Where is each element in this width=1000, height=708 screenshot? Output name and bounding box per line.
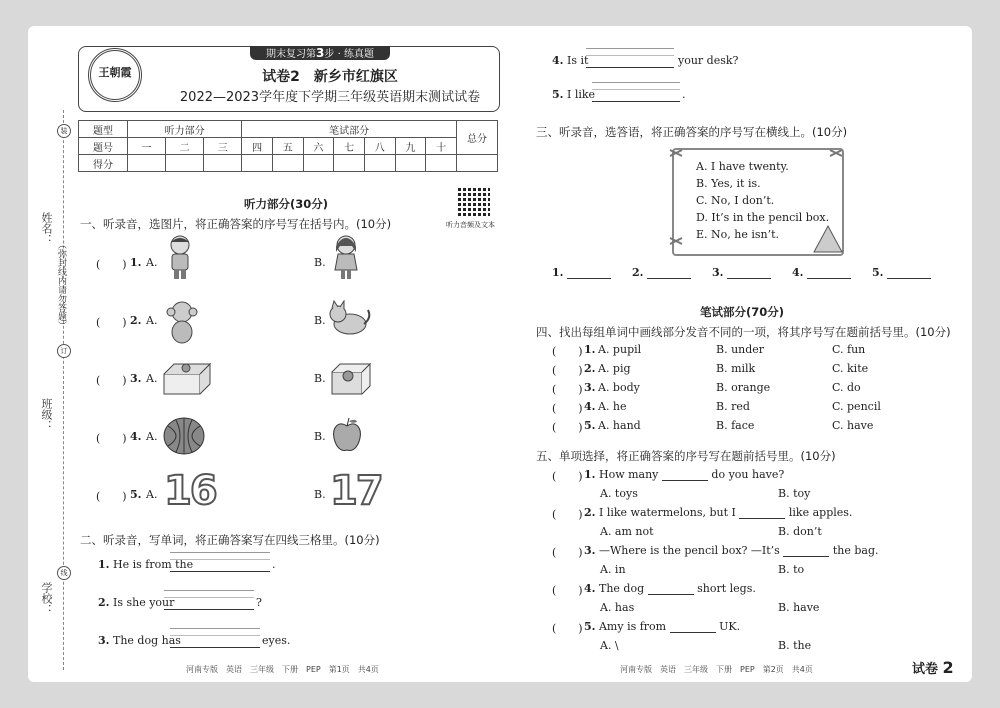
exam-subtitle: 2022—2023学年度下学期三年级英语期末测试试卷 [179, 90, 481, 105]
s4-a-4: A. he [598, 400, 627, 413]
s4-paren-3[interactable]: ( ) [552, 383, 583, 396]
s1-paren-1[interactable]: ( ) [96, 258, 127, 271]
s5-q4-num: 4. [584, 582, 596, 595]
score-cell[interactable] [204, 155, 242, 172]
s5-paren-4[interactable]: ( ) [552, 584, 583, 597]
s4-c-1: C. fun [832, 343, 866, 356]
score-cell[interactable] [166, 155, 204, 172]
score-cell[interactable] [395, 155, 426, 172]
seal-note: （弥封线内请勿答题） [56, 240, 66, 330]
s5-q3-post: the bag. [832, 544, 879, 557]
s3-blank-4 [792, 266, 851, 279]
num-1: 一 [128, 138, 166, 155]
s3-option-b: B. Yes, it is. [696, 177, 761, 190]
footer-right: 河南专版 英语 三年级 下册 PEP 第2页 共4页 [620, 665, 813, 674]
cat-icon [326, 300, 372, 338]
s2-q5-fourline[interactable] [592, 82, 680, 102]
s2-q2-fourline[interactable] [164, 590, 254, 610]
s5-q1-pre: How many [598, 468, 659, 481]
apple-icon [330, 416, 364, 454]
s5-q2-post: like apples. [788, 506, 853, 519]
num-7: 七 [334, 138, 365, 155]
s5-q1-post: do you have? [711, 468, 785, 481]
score-cell[interactable] [426, 155, 457, 172]
s5-paren-5[interactable]: ( ) [552, 622, 583, 635]
s1-paren-2[interactable]: ( ) [96, 316, 127, 329]
listening-header: 听力部分 [128, 121, 242, 138]
s4-c-2: C. kite [832, 362, 869, 375]
s5-q2-num: 2. [584, 506, 596, 519]
s5-paren-3[interactable]: ( ) [552, 546, 583, 559]
s1-paren-4[interactable]: ( ) [96, 432, 127, 445]
s2-q3-pre: The dog has [112, 634, 181, 647]
score-table [78, 120, 498, 172]
s1-a-1: A. [146, 256, 158, 269]
s5-q5-num: 5. [584, 620, 596, 633]
s5-q1-blank[interactable] [662, 469, 708, 481]
s3-blank-2 [632, 266, 691, 279]
writing-header: 笔试部分 [242, 121, 457, 138]
s4-c-3: C. do [832, 381, 861, 394]
s5-q5-post: UK. [719, 620, 741, 633]
s5-q1-b: B. toy [778, 487, 811, 500]
monkey-icon [164, 300, 200, 346]
s5-q4 [584, 582, 756, 595]
footer-left: 河南专版 英语 三年级 下册 PEP 第1页 共4页 [186, 665, 379, 674]
s5-q4-pre: The dog [598, 582, 645, 595]
s3-blank-1 [552, 266, 611, 279]
s4-num-4: 4. [584, 400, 596, 413]
s3-blank-5-line[interactable] [887, 267, 931, 279]
s5-q4-blank[interactable] [648, 583, 694, 595]
score-cell[interactable] [334, 155, 365, 172]
num-6: 六 [303, 138, 334, 155]
s1-b-1: B. [314, 256, 326, 269]
s2-q3-post: eyes. [262, 634, 291, 647]
s5-q3 [584, 544, 878, 557]
s2-q5 [552, 88, 595, 101]
s2-q2-num: 2. [98, 596, 110, 609]
s1-paren-5[interactable]: ( ) [96, 490, 127, 503]
s4-a-2: A. pig [598, 362, 631, 375]
s3-option-c: C. No, I don’t. [696, 194, 775, 207]
s2-q4-num: 4. [552, 54, 564, 67]
score-label: 得分 [79, 155, 128, 172]
s2-q5-pre: I like [566, 88, 596, 101]
s4-b-5: B. face [716, 419, 755, 432]
num-2: 二 [166, 138, 204, 155]
num-5: 五 [272, 138, 303, 155]
s3-blank-2-line[interactable] [647, 267, 691, 279]
s5-q2-pre: I like watermelons, but I [598, 506, 736, 519]
s5-q5-pre: Amy is from [598, 620, 667, 633]
s2-q1-num: 1. [98, 558, 110, 571]
s1-num-2: 2. [130, 314, 142, 327]
s1-num-3: 3. [130, 372, 142, 385]
s5-q2-b: B. don’t [778, 525, 822, 538]
score-cell[interactable] [457, 155, 498, 172]
section4-title: 四、找出每组单词中画线部分发音不同的一项，将其序号写在题前括号里。(10分) [536, 325, 951, 339]
s1-num-1: 1. [130, 256, 142, 269]
s4-num-1: 1. [584, 343, 596, 356]
s4-b-3: B. orange [716, 381, 771, 394]
score-cell[interactable] [364, 155, 395, 172]
publisher-logo: 王朝霞 [88, 48, 142, 102]
s1-a-4: A. [146, 430, 158, 443]
seal-circle-3: 线 [57, 566, 71, 580]
girl-icon [330, 234, 362, 280]
s2-q5-num: 5. [552, 88, 564, 101]
s1-num-5: 5. [130, 488, 142, 501]
s4-b-4: B. red [716, 400, 750, 413]
s5-q2-blank[interactable] [739, 507, 785, 519]
s3-option-d: D. It’s in the pencil box. [696, 211, 830, 224]
s3-blank-5 [872, 266, 931, 279]
s3-blank-3 [712, 266, 771, 279]
watermelon-icon [162, 416, 206, 456]
snail-on-box-icon [160, 360, 212, 396]
qr-code-icon[interactable] [458, 186, 490, 218]
s2-q2-pre: Is she your [112, 596, 175, 609]
s2-q1-pre: He is from the [112, 558, 194, 571]
seal-circle-1: 装 [57, 124, 71, 138]
s2-q2 [98, 596, 174, 609]
banner-post: 步 · 练真题 [324, 49, 374, 60]
s3-option-e: E. No, he isn’t. [696, 228, 780, 241]
score-cell[interactable] [242, 155, 273, 172]
s5-paren-2[interactable]: ( ) [552, 508, 583, 521]
s4-paren-1[interactable]: ( ) [552, 345, 583, 358]
s2-q4-post: your desk? [678, 54, 739, 67]
s2-q4-fourline[interactable] [586, 48, 674, 68]
num-label: 题号 [79, 138, 128, 155]
s5-q3-b: B. to [778, 563, 805, 576]
s2-q3-fourline[interactable] [170, 628, 260, 648]
s5-q3-blank[interactable] [783, 545, 829, 557]
s3-blank-3-line[interactable] [727, 267, 771, 279]
s5-paren-1[interactable]: ( ) [552, 470, 583, 483]
boy-icon [164, 234, 196, 280]
seal-circle-2: 订 [57, 344, 71, 358]
s2-q4 [552, 54, 588, 67]
score-cell[interactable] [272, 155, 303, 172]
s1-b-4: B. [314, 430, 326, 443]
s5-q4-b: B. have [778, 601, 820, 614]
exam-tag [912, 658, 954, 677]
s5-q3-num: 3. [584, 544, 596, 557]
name-label: 姓名： [40, 212, 53, 245]
s3-blank-1-line[interactable] [567, 267, 611, 279]
s5-q5 [584, 620, 740, 633]
num-9: 九 [395, 138, 426, 155]
score-cell[interactable] [128, 155, 166, 172]
listening-title: 听力部分(30分) [244, 197, 329, 211]
s4-paren-5[interactable]: ( ) [552, 421, 583, 434]
s2-q3-num: 3. [98, 634, 110, 647]
s1-a-5: A. [146, 488, 158, 501]
s5-q5-b: B. the [778, 639, 812, 652]
exam-tag-num: 2 [942, 658, 954, 677]
s3-blank-2-num: 2. [632, 266, 644, 279]
exam-tag-label: 试卷 [912, 662, 939, 677]
s5-q4-a: A. has [600, 601, 635, 614]
s5-q3-pre: —Where is the pencil box? —It’s [598, 544, 780, 557]
section1-title: 一、听录音，选图片，将正确答案的序号写在括号内。(10分) [80, 217, 392, 231]
s4-num-3: 3. [584, 381, 596, 394]
writing-title: 笔试部分(70分) [700, 305, 785, 319]
number-17: 17 [330, 468, 382, 514]
s3-blank-1-num: 1. [552, 266, 564, 279]
s5-q4-post: short legs. [697, 582, 756, 595]
s5-q1-num: 1. [584, 468, 596, 481]
num-10: 十 [426, 138, 457, 155]
s5-q1 [584, 468, 784, 481]
s4-a-5: A. hand [598, 419, 641, 432]
section5-title: 五、单项选择，将正确答案的序号写在题前括号里。(10分) [536, 449, 836, 463]
s4-c-4: C. pencil [832, 400, 881, 413]
class-label: 班级： [40, 398, 53, 431]
s1-b-3: B. [314, 372, 326, 385]
s5-q3-a: A. in [600, 563, 626, 576]
s4-num-5: 5. [584, 419, 596, 432]
s4-paren-2[interactable]: ( ) [552, 364, 583, 377]
s5-q5-blank[interactable] [670, 621, 716, 633]
s4-b-2: B. milk [716, 362, 756, 375]
s1-a-3: A. [146, 372, 158, 385]
s4-a-3: A. body [598, 381, 640, 394]
s5-q2 [584, 506, 852, 519]
s3-blank-5-num: 5. [872, 266, 884, 279]
s2-q2-post: ? [256, 596, 262, 609]
s3-blank-4-line[interactable] [807, 267, 851, 279]
header-banner [250, 46, 390, 60]
snail-in-box-icon [328, 360, 372, 396]
total-header: 总分 [457, 121, 498, 155]
s3-blank-4-num: 4. [792, 266, 804, 279]
qr-caption: 听力音频及文本 [446, 221, 495, 229]
section2-title: 二、听录音，写单词，将正确答案写在四线三格里。(10分) [80, 533, 380, 547]
s4-a-1: A. pupil [598, 343, 642, 356]
type-label: 题型 [79, 121, 128, 138]
s2-q1-post: . [272, 558, 276, 571]
s4-num-2: 2. [584, 362, 596, 375]
banner-num: 3 [316, 46, 325, 60]
s3-option-a: A. I have twenty. [696, 160, 789, 173]
num-3: 三 [204, 138, 242, 155]
number-16: 16 [164, 468, 216, 514]
s4-b-1: B. under [716, 343, 765, 356]
num-4: 四 [242, 138, 273, 155]
s1-b-2: B. [314, 314, 326, 327]
s2-q5-post: . [682, 88, 686, 101]
seal-line [63, 110, 64, 670]
s1-a-2: A. [146, 314, 158, 327]
s5-q5-a: A. \ [600, 639, 619, 652]
s3-blank-3-num: 3. [712, 266, 724, 279]
s4-paren-4[interactable]: ( ) [552, 402, 583, 415]
banner-pre: 期末复习第 [266, 49, 317, 60]
section3-title: 三、听录音，选答语，将正确答案的序号写在横线上。(10分) [536, 125, 848, 139]
s5-q1-a: A. toys [600, 487, 638, 500]
s2-q4-pre: Is it [566, 54, 589, 67]
exam-title: 试卷2 新乡市红旗区 [262, 69, 398, 85]
s2-q3 [98, 634, 181, 647]
s5-q2-a: A. am not [600, 525, 654, 538]
school-label: 学校： [40, 582, 53, 615]
s1-num-4: 4. [130, 430, 142, 443]
s4-c-5: C. have [832, 419, 874, 432]
s1-b-5: B. [314, 488, 326, 501]
s1-paren-3[interactable]: ( ) [96, 374, 127, 387]
s2-q1-fourline[interactable] [170, 552, 270, 572]
score-cell[interactable] [303, 155, 334, 172]
num-8: 八 [364, 138, 395, 155]
